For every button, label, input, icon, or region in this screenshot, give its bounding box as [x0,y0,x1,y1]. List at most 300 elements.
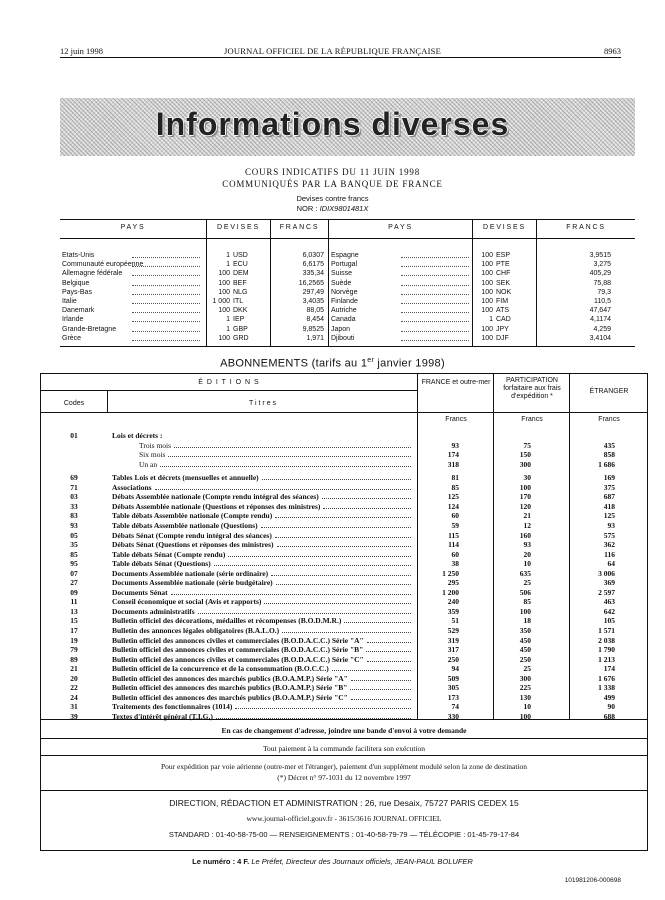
price-france: 359 [447,606,459,616]
exchange-rate-row [60,325,635,334]
price-france: 529 [447,626,459,635]
row-title: Bulletin officiel des annonces civiles et commerciales (B.O.D.A.C.C.) Série "C" [112,654,364,664]
currency-quantity: 100 [481,325,493,333]
currency-code: DKK [233,307,248,315]
dot-leader [171,594,411,595]
row-code: 85 [70,549,78,559]
abonnements-title-date: janvier 1998) [374,357,445,370]
dot-leader [264,603,411,604]
dot-leader [198,613,411,614]
row-title: Débats Assemblée nationale (Compte rendu intégral des séances) [112,492,319,502]
abonnements-title-sup: er [367,357,375,364]
row-title: Documents Assemblée nationale (série ordinaire) [112,568,269,578]
price-france: 174 [447,450,459,460]
row-title: Bulletin officiel de la concurrence et de la consommation (B.O.C.C.) [112,664,329,674]
price-participation: 225 [519,683,531,693]
row-code: 89 [70,654,78,664]
country-name: Italie [62,298,77,305]
cours-nor [0,204,665,213]
subscription-row [41,473,647,482]
country-name: Grande-Bretagne [62,325,117,333]
price-etranger: 125 [603,511,615,521]
section-rule [41,790,647,791]
price-participation: 100 [519,711,531,721]
price-etranger: 362 [603,540,615,550]
price-line [0,857,665,866]
country-name: Suisse [331,270,353,278]
dot-leader [168,456,411,457]
row-title: Six mois [139,450,166,460]
unit-francs-1: Francs [445,416,467,423]
price-france: 305 [447,683,459,693]
price-participation: 18 [523,616,531,626]
subscription-row [41,540,647,549]
row-code: 31 [70,702,78,712]
unit-francs-3: Francs [598,416,620,423]
price-participation: 170 [519,492,531,502]
row-code: 11 [70,597,78,607]
price-etranger: 687 [603,492,615,502]
exchange-rate-row [60,315,635,324]
price: Le numéro : 4 F. [192,857,250,866]
rate-francs: 110,5 [594,298,611,305]
row-title: Documents Sénat [112,587,168,597]
header-journal-name: JOURNAL OFFICIEL DE LA RÉPUBLIQUE FRANÇAISE [224,46,441,56]
currency-code: CAD [496,316,511,324]
subscription-row [41,531,647,540]
row-title: Traitements des fonctionnaires (1014) [112,702,233,712]
country-name: Communauté européenne [62,261,144,269]
price-etranger: 575 [603,530,615,540]
exchange-rate-row [60,306,635,315]
subscription-row [41,712,647,721]
currency-code: NOK [496,288,512,296]
dot-leader [323,508,411,509]
subscription-row [41,492,647,501]
price-etranger: 174 [603,664,615,674]
rate-francs: 3,4035 [302,298,324,305]
price-etranger: 116 [604,549,615,559]
price-participation: 20 [523,549,531,559]
dot-leader [155,489,411,490]
price-etranger: 858 [603,450,615,460]
currency-code: FIM [496,298,509,305]
dot-leader [174,447,411,448]
price-participation: 100 [519,606,531,616]
row-title: Bulletin officiel des décorations, médailles et récompenses (B.O.D.M.R.) [112,616,342,626]
row-code: 19 [70,635,78,645]
currency-code: ECU [233,261,248,269]
price-etranger: 369 [603,578,615,588]
price-participation: 160 [519,530,531,540]
rate-francs: 88,05 [306,307,324,315]
currency-quantity: 100 [218,288,230,296]
row-title: Débats Sénat (Compte rendu intégral des séances) [112,530,272,540]
currency-quantity: 100 [481,288,493,296]
price-france: 319 [447,635,459,645]
rate-francs: 3,9515 [589,252,611,259]
subscription-row [41,664,647,673]
subscription-row [41,450,647,459]
subscription-row [41,626,647,635]
price-france: 317 [447,645,459,655]
row-code: 22 [70,683,78,693]
dot-leader [367,642,411,643]
price-etranger: 1 790 [598,645,615,655]
dot-leader [401,266,469,267]
price-etranger: 1 686 [598,459,615,469]
currency-code: PTE [496,261,510,269]
price-etranger: 688 [603,711,615,721]
subscription-row [41,441,647,450]
nor-label: NOR : [296,204,318,213]
rate-francs: 1,971 [306,334,324,342]
price-france: 509 [447,673,459,683]
price-france: 60 [451,511,459,521]
price-france: 81 [451,473,459,483]
price-participation: 450 [519,635,531,645]
price-etranger: 169 [603,473,615,483]
price-participation: 10 [523,702,531,712]
price-etranger: 418 [603,501,615,511]
row-title: Débats Sénat (Questions et réponses des ministres) [112,540,274,550]
rate-francs: 3,275 [593,261,611,269]
row-code: 07 [70,568,78,578]
dot-leader [261,527,411,528]
exchange-rate-row [60,279,635,288]
price-participation: 25 [523,578,531,588]
dot-leader [366,651,411,652]
row-title: Bulletin officiel des annonces des marchés publics (B.O.A.M.P.) Série "A" [112,673,348,683]
dot-leader [401,312,469,313]
rate-francs: 79,3 [597,288,611,296]
currency-code: SEK [496,279,511,287]
country-name: Allemagne fédérale [62,270,123,278]
price-participation: 12 [523,520,531,530]
note-expedition: Pour expédition par voie aérienne (outre-mer et l'étranger), paiement d'un supplément modulé selon la zone de destination [160,762,528,771]
header-devises-left: DEVISES [217,224,260,231]
dot-leader [276,584,411,585]
price-participation: 85 [523,597,531,607]
price-participation: 350 [519,626,531,635]
section-rule [41,755,647,756]
currency-code: NLG [233,288,248,296]
price-etranger: 435 [603,440,615,450]
currency-quantity: 100 [218,270,230,278]
dot-leader [282,632,411,633]
exchange-rate-row [60,288,635,297]
exchange-rate-row [60,260,635,269]
price-france: 60 [451,549,459,559]
price-participation: 75 [523,440,531,450]
dot-leader [277,546,411,547]
header-pays-right: PAYS [388,224,413,231]
dot-leader [401,285,469,286]
currency-code: BEF [233,279,247,287]
dot-leader [344,622,411,623]
price-etranger: 1 338 [598,683,615,693]
price-participation: 25 [523,664,531,674]
price-france: 74 [451,702,459,712]
exchange-rate-row [60,251,635,260]
cours-note: Devises contre francs [296,194,369,203]
currency-quantity: 100 [481,334,493,342]
price-france: 330 [447,711,459,721]
row-title: Bulletin des annonces légales obligatoires (B.A.L.O.) [112,626,280,635]
currency-quantity: 1 [226,325,230,333]
currency-quantity: 1 [226,261,230,269]
header-francs-left: FRANCS [279,224,320,231]
dot-leader [401,331,469,332]
currency-code: ESP [496,252,511,259]
price-etranger: 1 571 [598,626,615,635]
subscription-row [41,550,647,559]
currency-quantity: 100 [481,307,493,315]
price-france: 94 [451,664,459,674]
header-france: FRANCE et outre-mer [421,379,491,386]
dot-leader [351,699,411,700]
country-name: Irlande [62,316,84,324]
price-france: 318 [447,459,459,469]
country-name: Pays-Bas [62,288,92,296]
subscription-row [41,460,647,469]
unit-francs-2: Francs [521,416,543,423]
row-code: 17 [70,626,78,635]
header-titres: T i t r e s [248,400,277,407]
price-france: 250 [447,654,459,664]
row-code: 24 [70,692,78,702]
country-name: Danemark [62,307,95,315]
nor-value: IDIX9801481X [319,204,369,213]
currency-code: USD [233,252,248,259]
subscription-row [41,502,647,511]
row-code: 13 [70,606,78,616]
document-barcode: 101981206-000698 [564,877,621,884]
abonnements-title-text: ABONNEMENTS (tarifs au 1 [220,357,368,370]
dot-leader [401,275,469,276]
currency-quantity: 1 [226,252,230,259]
price-participation: 450 [519,645,531,655]
row-code: 83 [70,511,78,521]
currency-code: CHF [496,270,511,278]
row-title: Bulletin officiel des annonces civiles et commerciales (B.O.D.A.C.C.) Série "A" [112,635,364,645]
row-title: Bulletin officiel des annonces des marchés publics (B.O.A.M.P.) Série "B" [112,683,348,693]
header-rule [41,390,417,391]
rate-francs: 405,29 [589,270,611,278]
price-france: 93 [451,440,459,450]
row-code: 79 [70,645,78,655]
row-code: 95 [70,559,78,569]
rate-francs: 8,454 [306,316,324,324]
price-participation: 93 [523,540,531,550]
dot-leader [350,689,411,690]
price-etranger: 64 [607,559,615,569]
subscription-row [41,511,647,520]
price-etranger: 2 038 [598,635,615,645]
note-address-change: En cas de changement d'adresse, joindre une bande d'envoi à votre demande [221,726,467,735]
subscription-row [41,693,647,702]
currency-quantity: 100 [481,270,493,278]
row-title: Documents Assemblée nationale (série budgétaire) [112,578,273,588]
price-france: 1 200 [442,587,459,597]
row-code: 71 [70,482,78,492]
row-code: 27 [70,578,78,588]
price-etranger: 463 [603,597,615,607]
table-header-rule [60,238,635,239]
row-code: 15 [70,616,78,626]
price-participation: 300 [519,459,531,469]
dot-leader [214,565,411,566]
rate-francs: 6,6175 [302,261,324,269]
price-france: 124 [447,501,459,511]
director-name: Le Préfet, Directeur des Journaux officiels, JEAN-PAUL BOLUFER [251,857,473,866]
row-code: 33 [70,501,78,511]
price-france: 85 [451,482,459,492]
price-participation: 21 [523,511,531,521]
subscription-row [41,702,647,711]
currency-code: DEM [233,270,249,278]
price-participation: 250 [519,654,531,664]
currency-quantity: 1 [226,316,230,324]
currency-quantity: 100 [481,261,493,269]
dot-leader [275,537,411,538]
dot-leader [401,340,469,341]
rate-francs: 4,259 [593,325,611,333]
dot-leader [322,498,411,499]
subscription-row [41,521,647,530]
price-france: 114 [448,540,459,550]
country-name: Portugal [331,261,358,269]
exchange-rate-row [60,269,635,278]
subscription-row [41,578,647,587]
subscription-row [41,597,647,606]
price-etranger: 2 597 [598,587,615,597]
header-editions: É D I T I O N S [198,379,260,386]
price-etranger: 105 [603,616,615,626]
contact-numbers: STANDARD : 01-40-58-75-00 — RENSEIGNEMENTS : 01-40-58-79-79 — TÉLÉCOPIE : 01-45-79-17-84 [168,830,520,839]
subscription-row [41,431,647,440]
country-name: Etats-Unis [62,252,95,259]
currency-quantity: 100 [218,307,230,315]
price-france: 115 [448,530,459,540]
country-name: Canada [331,316,356,324]
row-code: 21 [70,664,78,674]
price-etranger: 499 [603,692,615,702]
subscription-row [41,569,647,578]
rate-francs: 4,1174 [590,316,611,324]
note-payment: Tout paiement à la commande facilitera son exécution [262,744,426,753]
row-title: Lois et décrets : [112,431,163,440]
subscription-table [40,373,648,851]
header-date: 12 juin 1998 [60,46,103,56]
row-code: 69 [70,473,78,483]
country-name: Finlande [331,298,358,305]
currency-quantity: 100 [481,298,493,305]
price-etranger: 642 [603,606,615,616]
country-name: Espagne [331,252,359,259]
currency-quantity: 100 [218,279,230,287]
row-title: Bulletin officiel des annonces des marchés publics (B.O.A.M.P.) Série "C" [112,692,348,702]
row-code: 39 [70,711,78,721]
price-france: 1 250 [442,568,459,578]
section-rule [41,738,647,739]
dot-leader [401,294,469,295]
abonnements-title [0,357,665,370]
subscription-row [41,645,647,654]
price-france: 295 [447,578,459,588]
dot-leader [235,708,411,709]
dot-leader [367,661,411,662]
row-title: Trois mois [139,440,172,450]
exchange-rate-row [60,334,635,343]
dot-leader [271,575,411,576]
row-title: Tables Lois et décrets (mensuelles et annuelle) [112,473,259,483]
price-participation: 100 [519,482,531,492]
dot-leader [351,680,411,681]
row-code: 05 [70,530,78,540]
dot-leader [216,718,411,719]
subscription-row [41,588,647,597]
dot-leader [401,321,469,322]
row-title: Table débats Sénat (Compte rendu) [112,549,226,559]
country-name: Autriche [331,307,357,315]
subscription-row [41,683,647,692]
direction-address: DIRECTION, RÉDACTION ET ADMINISTRATION : 26, rue Desaix, 75727 PARIS CEDEX 15 [169,798,519,808]
currency-quantity: 1 [489,316,493,324]
row-code: 01 [70,431,78,440]
subscription-row [41,559,647,568]
subscription-row [41,483,647,492]
exchange-rate-table [60,219,635,347]
price-etranger: 375 [603,482,615,492]
header-rule [41,412,647,413]
currency-code: GRD [233,334,249,342]
dot-leader [401,303,469,304]
price-participation: 30 [523,473,531,483]
price-etranger: 1 213 [598,654,615,664]
currency-quantity: 100 [481,252,493,259]
currency-code: IEP [233,316,245,324]
subscription-row [41,636,647,645]
subscription-row [41,655,647,664]
currency-code: GBP [233,325,248,333]
price-participation: 635 [519,568,531,578]
row-title: Conseil économique et social (Avis et rapports) [112,597,262,607]
header-codes: Codes [63,400,85,407]
price-france: 173 [447,692,459,702]
country-name: Japon [331,325,351,333]
rate-francs: 297,49 [302,288,324,296]
rate-francs: 6,0307 [302,252,324,259]
price-france: 59 [451,520,459,530]
row-code: 20 [70,673,78,683]
currency-quantity: 100 [481,279,493,287]
country-name: Djibouti [331,334,355,342]
row-title: Bulletin officiel des annonces civiles et commerciales (B.O.D.A.C.C.) Série "B" [112,645,364,655]
exchange-rate-row [60,297,635,306]
price-participation: 506 [519,587,531,597]
dot-leader [275,517,411,518]
row-title: Documents administratifs [112,606,195,616]
rate-francs: 75,88 [593,279,611,287]
country-name: Grèce [62,334,82,342]
header-etranger: ÉTRANGER [589,388,629,395]
price-france: 240 [447,597,459,607]
website: www.journal-officiel.gouv.fr - 3615/3616 JOURNAL OFFICIEL [246,814,442,823]
cours-title: COURS INDICATIFS DU 11 JUIN 1998 [244,167,421,177]
price-france: 125 [447,492,459,502]
price-participation: 120 [519,501,531,511]
